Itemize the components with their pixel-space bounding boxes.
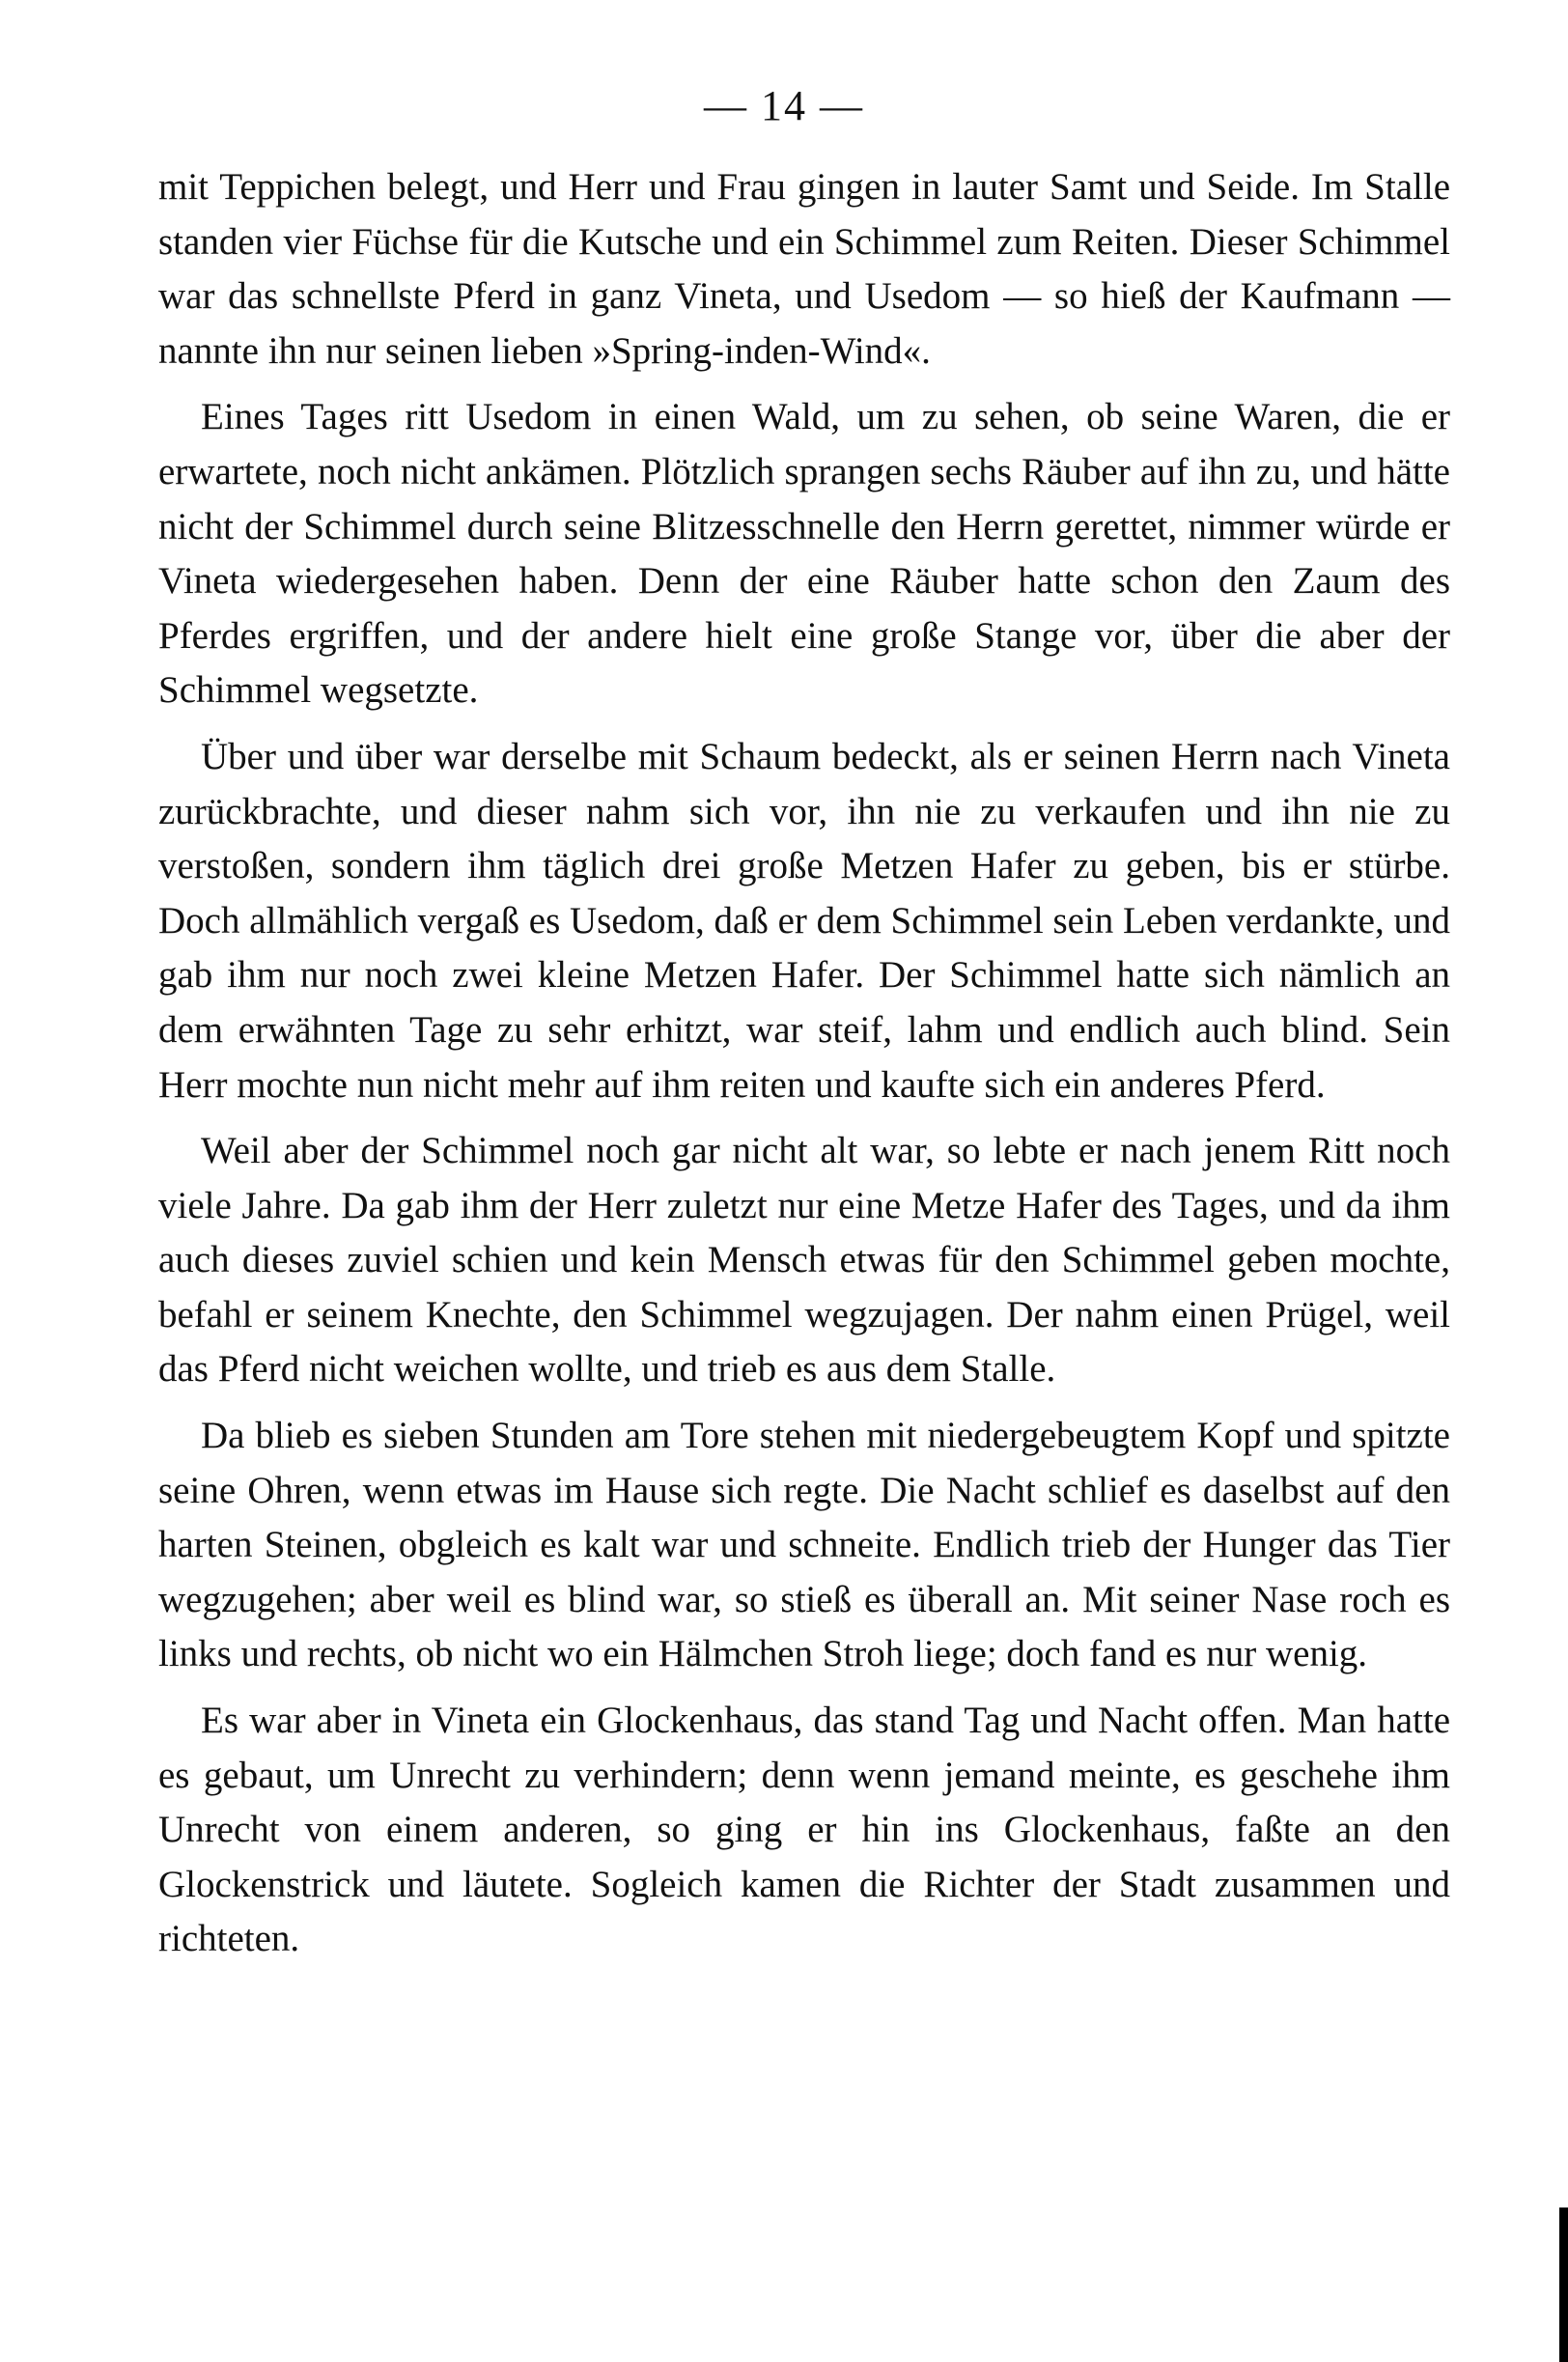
text-body: [158, 160, 1450, 1979]
paragraph-3: Über und über war derselbe mit Schaum bedeckt, als er seinen Herrn nach Vineta zurückbrachte, und dieser nahm sich vor, ihn nie zu verkaufen und ihn nie zu verstoßen, sondern ihm täglich drei große Metzen Hafer zu geben, bis er stürbe. Doch allmählich vergaß es Usedom, daß er dem Schimmel sein Leben verdankte, und gab ihm nur noch zwei kleine Metzen Hafer. Der Schimmel hatte sich nämlich an dem erwähnten Tage zu sehr erhitzt, war steif, lahm und endlich auch blind. Sein Herr mochte nun nicht mehr auf ihm reiten und kaufte sich ein anderes Pferd.: [158, 735, 1450, 1106]
paragraph-6: Es war aber in Vineta ein Glockenhaus, das stand Tag und Nacht offen. Man hatte es gebaut, um Unrecht zu verhindern; denn wenn jemand meinte, es geschehe ihm Unrecht von einem anderen, so ging er hin ins Glockenhaus, faßte an den Glockenstrick und läutete. Sogleich kamen die Richter der Stadt zusammen und richteten.: [158, 1700, 1450, 1960]
page-number: — 14 —: [704, 82, 864, 129]
paragraph-5: Da blieb es sieben Stunden am Tore stehen mit niedergebeugtem Kopf und spitzte seine Ohren, wenn etwas im Hause sich regte. Die Nacht schlief es daselbst auf den harten Steinen, obgleich es kalt war und schneite. Endlich trieb der Hunger das Tier wegzugehen; aber weil es blind war, so stieß es überall an. Mit seiner Nase roch es links und rechts, ob nicht wo ein Hälmchen Stroh liege; doch fand es nur wenig.: [158, 1415, 1450, 1675]
scan-edge-mark: [1559, 2207, 1568, 2362]
paragraph-2: Eines Tages ritt Usedom in einen Wald, um zu sehen, ob seine Waren, die er erwartete, noch nicht ankämen. Plötzlich sprangen sechs Räuber auf ihn zu, und hätte nicht der Schimmel durch seine Blitzesschnelle den Herrn gerettet, nimmer würde er Vineta wiedergesehen haben. Denn der eine Räuber hatte schon den Zaum des Pferdes ergriffen, und der andere hielt eine große Stange vor, über die aber der Schimmel wegsetzte.: [158, 396, 1450, 712]
paragraph-1: mit Teppichen belegt, und Herr und Frau gingen in lauter Samt und Seide. Im Stalle standen vier Füchse für die Kutsche und ein Schimmel zum Reiten. Dieser Schimmel war das schnellste Pferd in ganz Vineta, und Usedom — so hieß der Kaufmann — nannte ihn nur seinen lieben »Spring-inden-Wind«.: [158, 166, 1450, 372]
paragraph-4: Weil aber der Schimmel noch gar nicht alt war, so lebte er nach jenem Ritt noch viele Jahre. Da gab ihm der Herr zuletzt nur eine Metze Hafer des Tages, und da ihm auch dieses zuviel schien und kein Mensch etwas für den Schimmel geben mochte, befahl er seinem Knechte, den Schimmel wegzujagen. Der nahm einen Prügel, weil das Pferd nicht weichen wollte, und trieb es aus dem Stalle.: [158, 1130, 1450, 1391]
